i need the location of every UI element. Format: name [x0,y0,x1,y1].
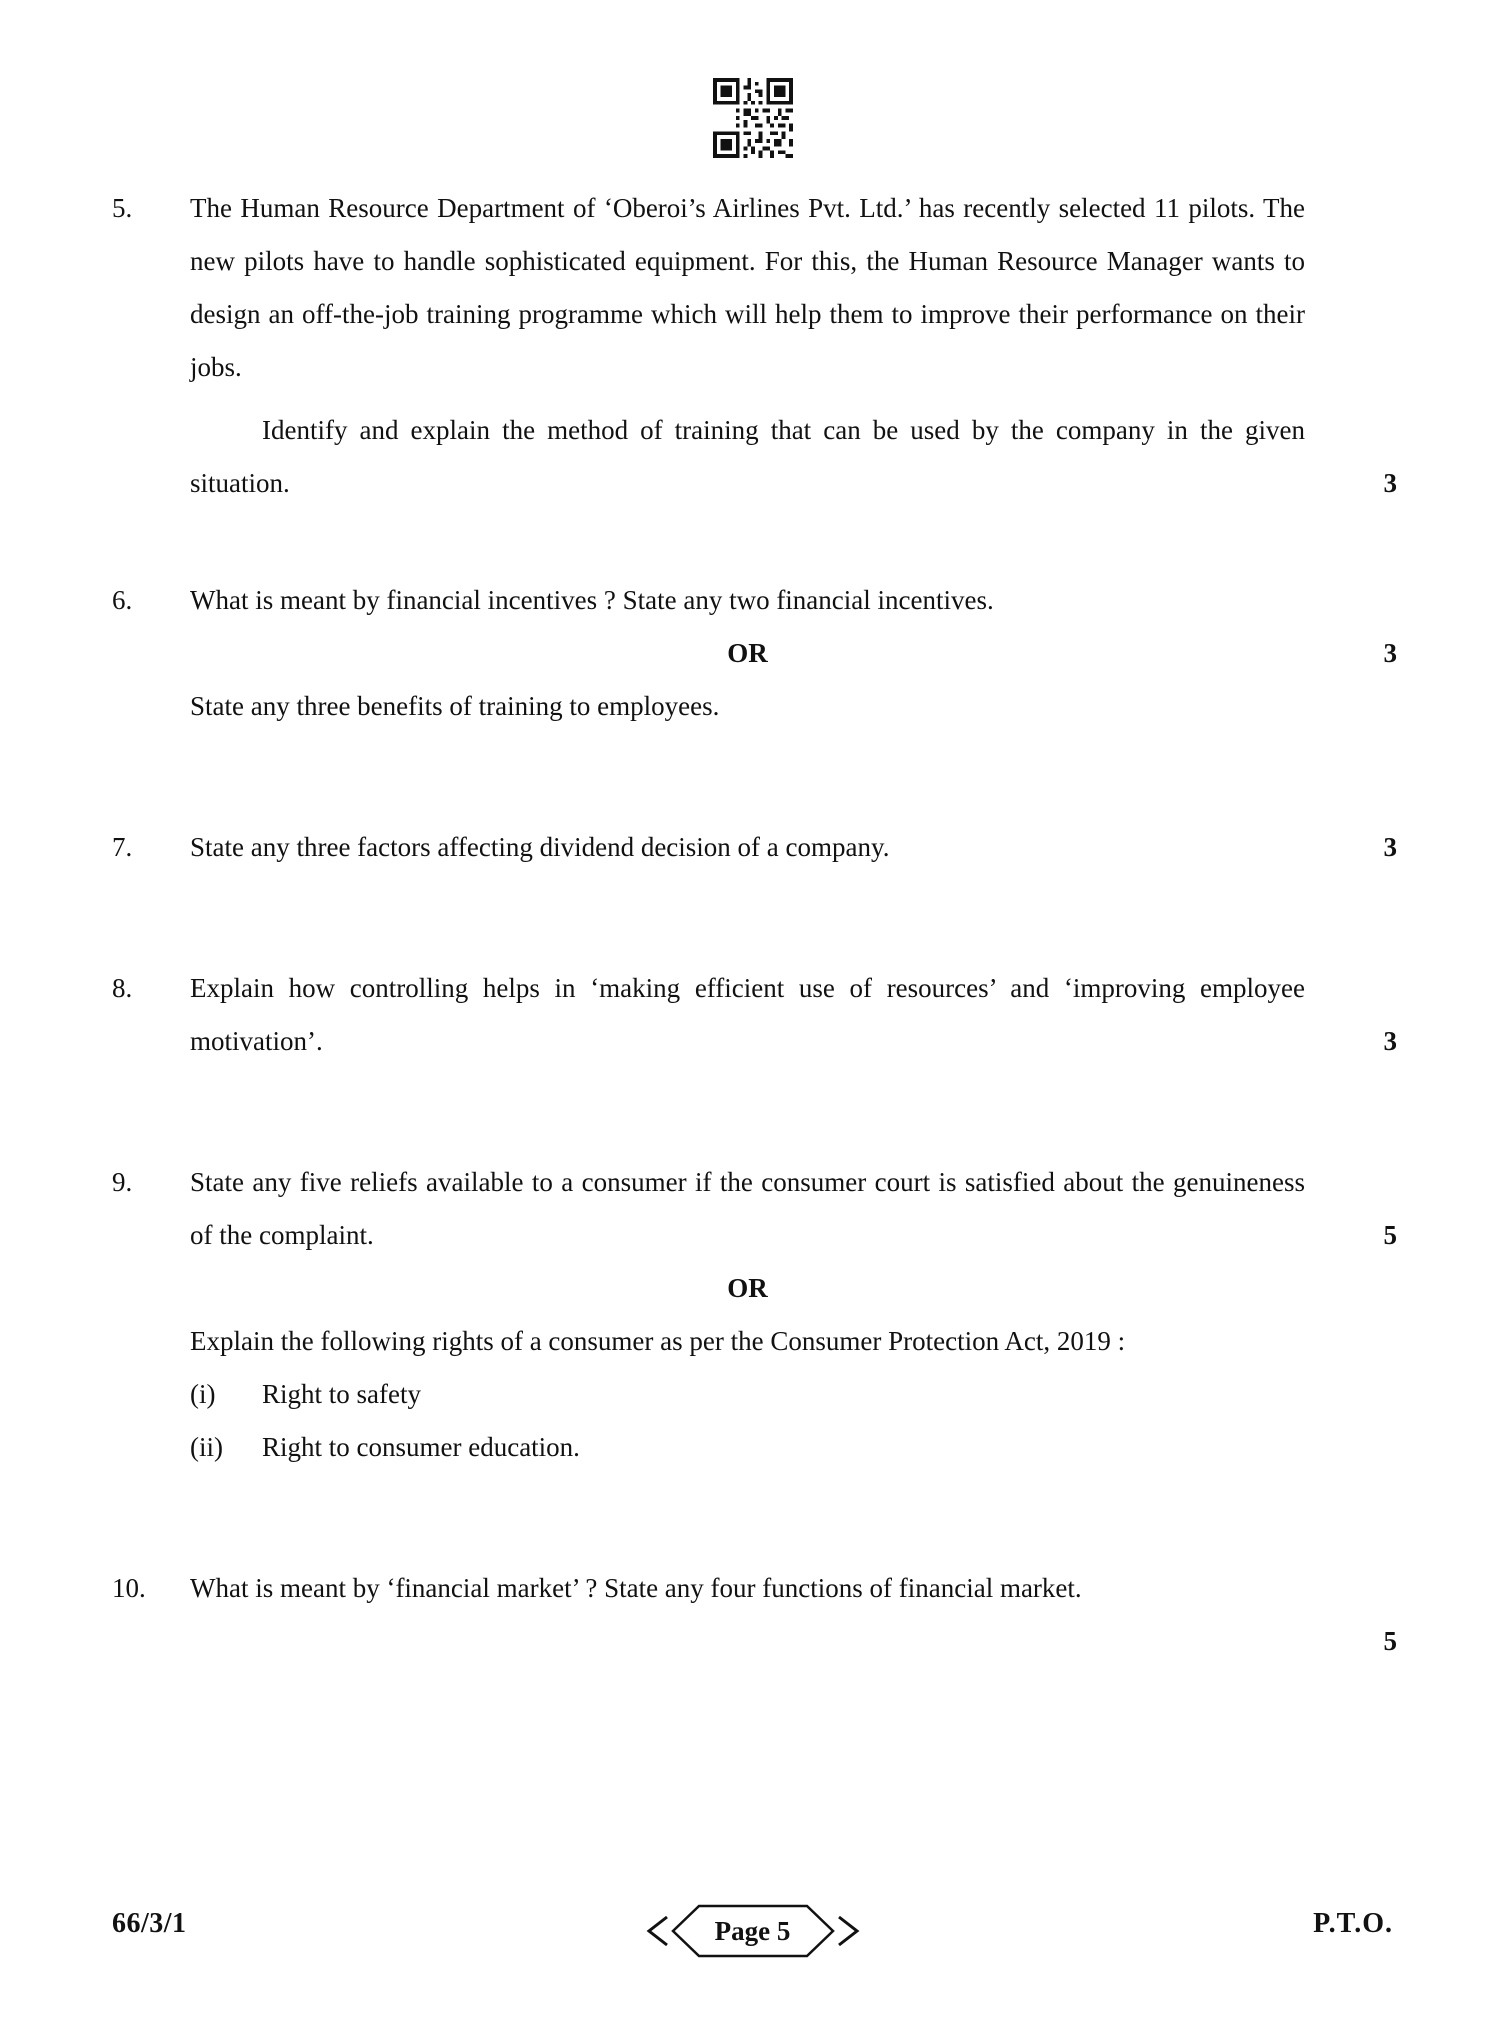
question-number: 7. [112,832,133,862]
question-number: 9. [112,1167,133,1197]
question-text: State any five reliefs available to a consumer if the consumer court is satisfied about the genuineness of the complaint. [190,1167,1305,1250]
question-text: What is meant by ‘financial market’ ? State any four functions of financial market. [190,1573,1082,1603]
qr-code-icon [713,78,793,158]
sub-item-text: Right to safety [262,1379,421,1409]
page-number-badge [641,1902,865,1960]
spacer [112,763,1397,821]
question-number: 6. [112,585,133,615]
question-marks: 5 [1383,1220,1397,1250]
question-text: Explain how controlling helps in ‘making efficient use of resources’ and ‘improving employee motivation’. [190,973,1305,1056]
spacer [112,1504,1397,1562]
page-number-label: Page 5 [714,1916,791,1946]
or-divider: OR [727,1273,768,1303]
spacer [112,394,1397,404]
question-item [112,574,1397,733]
spacer [112,1098,1397,1156]
sub-item-label: (i) [190,1379,216,1409]
question-number: 10. [112,1573,146,1603]
or-divider: OR [727,638,768,668]
questions-container [112,182,1397,1656]
sub-item-text: Right to consumer education. [262,1432,580,1462]
question-number: 8. [112,973,133,1003]
list-item [190,1421,1305,1474]
page-footer [112,1902,1393,1964]
question-text-continued: Identify and explain the method of training that can be used by the company in the given situation. [190,415,1305,498]
sub-item-list [190,1368,1305,1474]
question-marks: 3 [1383,1026,1397,1056]
question-alt-text: Explain the following rights of a consumer as per the Consumer Protection Act, 2019 : [190,1326,1126,1356]
question-text: State any three factors affecting dividend decision of a company. [190,832,890,862]
paper-code: 66/3/1 [112,1908,187,1939]
pto-label: P.T.O. [1313,1908,1393,1939]
question-marks: 3 [1383,468,1397,498]
question-number: 5. [112,193,133,223]
question-marks: 3 [1383,638,1397,668]
question-text: The Human Resource Department of ‘Oberoi’s Airlines Pvt. Ltd.’ has recently selected 11 pilots. The new pilots have to handle sophisticated equipment. For this, the Human Resource Manager wants to design an off-the-job training programme which will help them to improve their performance on their jobs. [190,193,1305,382]
spacer [112,540,1397,574]
question-item [112,821,1397,874]
question-marks: 3 [1383,832,1397,862]
question-item [112,1562,1397,1656]
spacer [112,904,1397,962]
question-item [112,182,1397,510]
question-text: What is meant by financial incentives ? State any two financial incentives. [190,585,994,615]
question-alt-text: State any three benefits of training to employees. [190,691,720,721]
list-item [190,1368,1305,1421]
question-item [112,1156,1397,1474]
question-item [112,962,1397,1068]
sub-item-label: (ii) [190,1432,223,1462]
question-marks: 5 [1383,1626,1397,1656]
